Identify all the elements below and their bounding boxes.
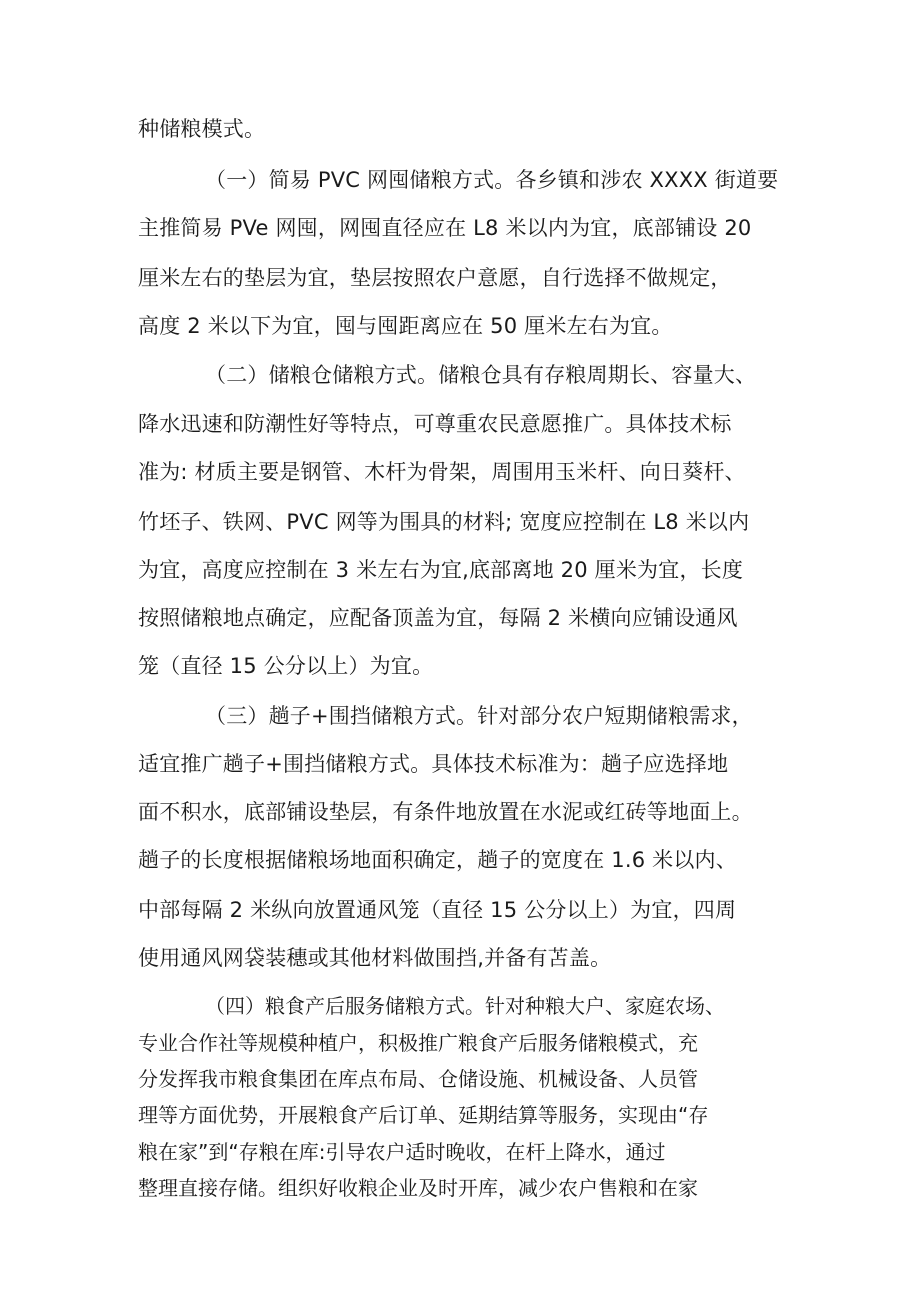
- section-1-heading-line: （一）简易 PVC 网囤储粮方式。各乡镇和涉农 XXXX 街道要: [205, 168, 779, 192]
- section-2-heading-line: （二）储粮仓储粮方式。储粮仓具有存粮周期长、容量大、: [205, 363, 757, 387]
- text-line: 面不积水，底部铺设垫层，有条件地放置在水泥或红砖等地面上。: [138, 800, 753, 824]
- text-line: 竹坯子、铁网、PVC 网等为围具的材料; 宽度应控制在 L8 米以内: [138, 510, 750, 534]
- text-line: 粮在家”到“存粮在库:引导农户适时晚收，在杆上降水，通过: [138, 1140, 666, 1164]
- section-4-heading-line: （四）粮食产后服务储粮方式。针对种粮大户、家庭农场、: [205, 994, 725, 1018]
- text-line: 专业合作社等规模种植户，积极推广粮食产后服务储粮模式，充: [138, 1031, 698, 1055]
- text-line: 种储粮模式。: [138, 117, 266, 141]
- text-line: 理等方面优势，开展粮食产后订单、延期结算等服务，实现由“存: [138, 1103, 709, 1127]
- text-line: 主推简易 PVe 网囤，网囤直径应在 L8 米以内为宜，底部铺设 20: [138, 216, 752, 240]
- text-line: 分发挥我市粮食集团在库点布局、仓储设施、机械设备、人员管: [138, 1067, 698, 1091]
- text-line: 整理直接存储。组织好收粮企业及时开库，减少农户售粮和在家: [138, 1176, 698, 1200]
- text-line: 高度 2 米以下为宜，囤与囤距离应在 50 厘米左右为宜。: [138, 314, 673, 338]
- text-line: 笼（直径 15 公分以上）为宜。: [138, 654, 434, 678]
- text-line: 适宜推广趟子+围挡储粮方式。具体技术标准为：趟子应选择地: [138, 752, 729, 776]
- text-line: 准为: 材质主要是钢管、木杆为骨架，周围用玉米杆、向日葵杆、: [138, 460, 746, 484]
- text-line: 为宜，高度应控制在 3 米左右为宜,底部离地 20 厘米为宜，长度: [138, 558, 744, 582]
- text-line: 按照储粮地点确定，应配备顶盖为宜，每隔 2 米横向应铺设通风: [138, 606, 738, 630]
- text-line: 趟子的长度根据储粮场地面积确定，趟子的宽度在 1.6 米以内、: [138, 848, 737, 872]
- section-3-heading-line: （三）趟子+围挡储粮方式。针对部分农户短期储粮需求，: [205, 704, 753, 728]
- text-line: 使用通风网袋装穗或其他材料做围挡,并备有苫盖。: [138, 946, 612, 970]
- text-line: 厘米左右的垫层为宜，垫层按照农户意愿，自行选择不做规定，: [138, 266, 732, 290]
- text-line: 降水迅速和防潮性好等特点，可尊重农民意愿推广。具体技术标: [138, 412, 732, 436]
- text-line: 中部每隔 2 米纵向放置通风笼（直径 15 公分以上）为宜，四周: [138, 898, 737, 922]
